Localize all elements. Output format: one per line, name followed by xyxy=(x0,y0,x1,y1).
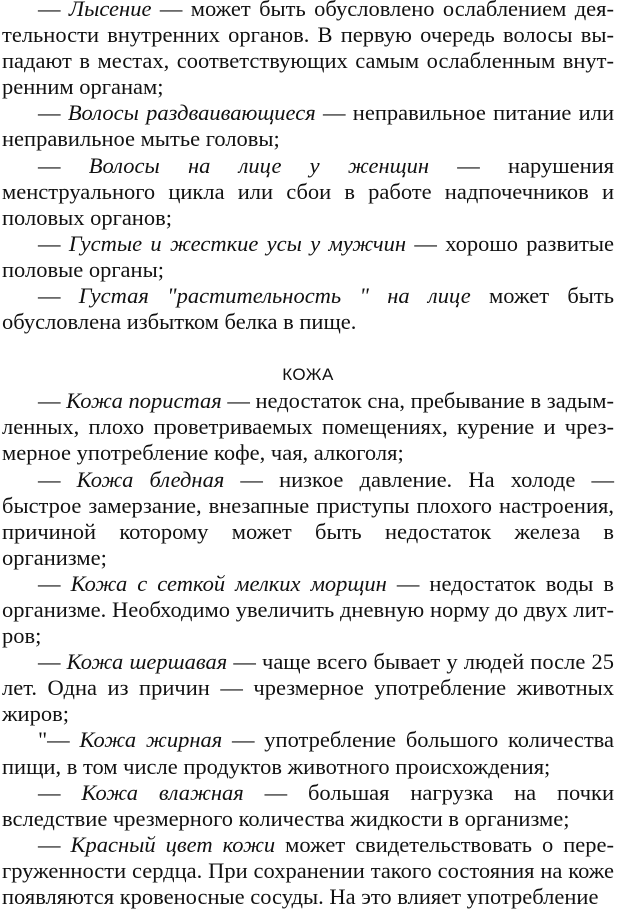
paragraph-oily-skin xyxy=(2,727,614,779)
paragraph-pale-skin xyxy=(2,467,614,571)
paragraph-text: может свидетельствовать о перегруженности сердца. При сохранении такого состояния на коже появляются кровеносные сосуды. На это влияет употребление xyxy=(2,831,615,909)
paragraph-lead: "— xyxy=(38,727,80,753)
paragraph-wrinkled-skin xyxy=(2,571,614,649)
paragraph-text: — недостаток сна, пребывание в задымленных, плохо проветриваемых помещениях, курение и чрезмерное употребление кофе, чая, алкоголя; xyxy=(2,388,614,466)
paragraph-moustache-men xyxy=(2,231,614,283)
term-moustache-men: Густые и жесткие усы у мужчин xyxy=(68,230,407,256)
term-rough-skin: Кожа шершавая xyxy=(66,649,228,675)
paragraph-red-skin xyxy=(2,832,614,910)
paragraph-split-hair xyxy=(2,100,614,152)
term-moist-skin: Кожа влажная xyxy=(81,779,244,805)
term-porous-skin: Кожа пористая xyxy=(66,388,222,414)
paragraph-lead: — xyxy=(38,388,67,414)
paragraph-text: — неправильное питание или неправильное мытье головы; xyxy=(2,100,614,152)
term-facial-hair-women: Волосы на лице у женщин xyxy=(88,152,430,178)
term-wrinkled-skin: Кожа с сеткой мелких морщин xyxy=(70,570,387,596)
skin-section xyxy=(2,388,614,910)
paragraph-text: — чаще всего бывает у людей после 25 лет. Одна из причин — чрезмерное употребление животных жиров; xyxy=(2,649,614,727)
paragraph-lead: — xyxy=(38,230,69,256)
paragraph-text: — недостаток воды в организме. Необходимо увеличить дневную норму до двух литров; xyxy=(2,570,615,649)
paragraph-lead: — xyxy=(38,466,77,492)
paragraph-text: может быть обусловлена избытком белка в пище. xyxy=(2,283,615,335)
paragraph-lead: — xyxy=(38,570,71,596)
paragraph-rough-skin xyxy=(2,649,614,727)
term-split-hair: Волосы раздваивающиеся xyxy=(67,100,316,126)
paragraph-text: — нарушения менструального цикла или сбои в работе надпочечников и половых органов; xyxy=(2,152,615,230)
term-pale-skin: Кожа бледная xyxy=(76,466,225,492)
hair-section xyxy=(2,0,614,335)
paragraph-text: — хорошо развитые половые органы; xyxy=(2,230,615,282)
paragraph-lead: — xyxy=(38,100,68,126)
paragraph-lead: — xyxy=(38,831,71,857)
paragraph-text: — большая нагрузка на почки вследствие чрезмерного количества жидкости в организме; xyxy=(2,779,614,831)
paragraph-lead: — xyxy=(38,283,79,309)
paragraph-lead: — xyxy=(38,649,67,675)
document-page xyxy=(2,0,614,910)
term-facial-growth: Густая "растительность " на лице xyxy=(78,283,471,309)
paragraph-facial-growth xyxy=(2,283,614,335)
term-baldness: Лысение xyxy=(68,0,152,21)
paragraph-porous-skin xyxy=(2,388,614,466)
paragraph-text: — употребление большого количества пищи, в том числе продуктов животного происхождения; xyxy=(2,727,614,779)
paragraph-lead: — xyxy=(38,152,89,178)
section-heading-skin: КОЖА xyxy=(282,365,334,385)
term-oily-skin: Кожа жирная xyxy=(79,727,223,753)
paragraph-text: — может быть обусловлено ослаблением деятельности внутренних органов. В первую очередь волосы выпадают в местах, соответствующих самым ослабленным внутренним органам; xyxy=(2,0,615,100)
paragraph-text: — низкое давление. На холоде — быстрое замерзание, внезапные приступы плохого настроения, причиной которому может быть недостаток железа в организме; xyxy=(2,466,614,570)
paragraph-moist-skin xyxy=(2,780,614,832)
term-red-skin: Красный цвет кожи xyxy=(70,831,276,857)
paragraph-baldness xyxy=(2,0,614,100)
paragraph-lead: — xyxy=(38,779,82,805)
paragraph-facial-hair-women xyxy=(2,153,614,231)
paragraph-lead: — xyxy=(38,0,69,21)
